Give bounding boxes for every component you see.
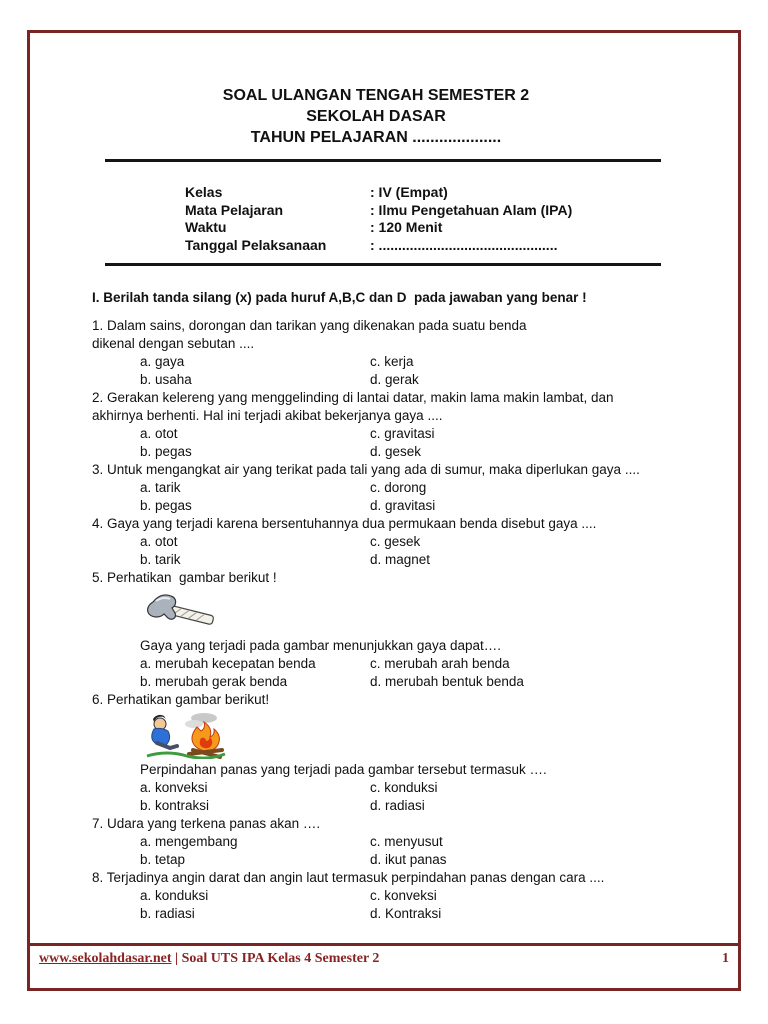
option-b: b. radiasi	[140, 906, 195, 921]
question-8	[92, 869, 660, 923]
footer-doc-title: Soal UTS IPA Kelas 4 Semester 2	[181, 951, 380, 966]
info-value: : 120 Menit	[370, 219, 443, 235]
question-text: 1. Dalam sains, dorongan dan tarikan yang dikenakan pada suatu benda	[92, 318, 527, 333]
footer-page-number: 1	[722, 951, 729, 966]
info-row-mata-pelajaran	[185, 202, 660, 220]
question-text: 8. Terjadinya angin darat dan angin laut termasuk perpindahan panas dengan cara ....	[92, 870, 605, 885]
question-options	[140, 833, 660, 869]
question-4	[92, 515, 660, 569]
boy-campfire-icon	[144, 711, 228, 759]
option-d: d. Kontraksi	[370, 906, 442, 921]
page-footer	[30, 943, 738, 988]
section-instruction: I. Berilah tanda silang (x) pada huruf A,B,C dan D pada jawaban yang benar !	[92, 290, 587, 305]
option-b: b. pegas	[140, 444, 192, 459]
question-6	[92, 691, 660, 815]
option-d: d. gesek	[370, 444, 422, 459]
option-b: b. kontraksi	[140, 798, 210, 813]
option-c: c. gesek	[370, 534, 421, 549]
question-options	[140, 655, 660, 691]
option-a: a. otot	[140, 426, 178, 441]
question-caption: Gaya yang terjadi pada gambar menunjukkan gaya dapat….	[140, 638, 501, 653]
question-text: dikenal dengan sebutan ....	[92, 336, 255, 351]
question-text: 2. Gerakan kelereng yang menggelinding di lantai datar, makin lama makin lambat, dan	[92, 390, 614, 405]
question-1	[92, 317, 660, 389]
question-options	[140, 479, 660, 515]
campfire-image	[144, 709, 660, 761]
hammer-icon	[144, 589, 218, 635]
question-options	[140, 353, 660, 389]
info-row-waktu	[185, 219, 660, 237]
info-label: Tanggal Pelaksanaan	[185, 236, 327, 253]
question-caption: Perpindahan panas yang terjadi pada gambar tersebut termasuk ….	[140, 762, 547, 777]
option-c: c. gravitasi	[370, 426, 435, 441]
question-5	[92, 569, 660, 691]
question-3	[92, 461, 660, 515]
question-7	[92, 815, 660, 869]
option-c: c. menyusut	[370, 834, 443, 849]
option-b: b. pegas	[140, 498, 192, 513]
exam-title-line3: TAHUN PELAJARAN ....................	[250, 129, 502, 146]
option-c: c. konveksi	[370, 888, 437, 903]
option-a: a. otot	[140, 534, 178, 549]
question-text: akhirnya berhenti. Hal ini terjadi akibat bekerjanya gaya ....	[92, 408, 443, 423]
exam-title-line1: SOAL ULANGAN TENGAH SEMESTER 2	[222, 87, 530, 104]
footer-site-link[interactable]: www.sekolahdasar.net	[39, 951, 172, 966]
option-d: d. ikut panas	[370, 852, 447, 867]
question-options	[140, 887, 660, 923]
question-options	[140, 779, 660, 815]
option-a: a. gaya	[140, 354, 185, 369]
info-label: Mata Pelajaran	[185, 201, 284, 218]
exam-title	[92, 85, 660, 148]
question-options	[140, 533, 660, 569]
option-a: a. konduksi	[140, 888, 209, 903]
info-label: Kelas	[185, 184, 223, 200]
footer-separator: |	[171, 951, 182, 966]
question-text: 3. Untuk mengangkat air yang terikat pada tali yang ada di sumur, maka diperlukan gaya ....	[92, 462, 640, 477]
option-b: b. usaha	[140, 372, 192, 387]
option-d: d. gravitasi	[370, 498, 436, 513]
question-2	[92, 389, 660, 461]
option-a: a. konveksi	[140, 780, 208, 795]
info-value: : IV (Empat)	[370, 184, 448, 200]
question-list	[92, 317, 660, 923]
question-text: 7. Udara yang terkena panas akan ….	[92, 816, 321, 831]
option-c: c. konduksi	[370, 780, 438, 795]
option-d: d. magnet	[370, 552, 431, 567]
divider-bottom	[105, 263, 661, 266]
question-text: 5. Perhatikan gambar berikut !	[92, 570, 277, 585]
info-value: : ..............................................	[370, 236, 558, 253]
option-a: a. merubah kecepatan benda	[140, 656, 316, 671]
page-border	[27, 30, 741, 991]
hammer-image	[144, 587, 660, 637]
option-d: d. gerak	[370, 372, 419, 387]
option-d: d. merubah bentuk benda	[370, 674, 524, 689]
question-text: 6. Perhatikan gambar berikut!	[92, 692, 270, 707]
option-c: c. kerja	[370, 354, 414, 369]
option-a: a. tarik	[140, 480, 181, 495]
option-c: c. merubah arah benda	[370, 656, 510, 671]
exam-page-content	[92, 85, 660, 923]
question-text: 4. Gaya yang terjadi karena bersentuhannya dua permukaan benda disebut gaya ....	[92, 516, 597, 531]
divider-top	[105, 159, 661, 162]
option-b: b. tetap	[140, 852, 186, 867]
option-b: b. tarik	[140, 552, 181, 567]
option-a: a. mengembang	[140, 834, 238, 849]
option-b: b. merubah gerak benda	[140, 674, 288, 689]
question-options	[140, 425, 660, 461]
info-label: Waktu	[185, 219, 227, 235]
info-value: : Ilmu Pengetahuan Alam (IPA)	[370, 201, 573, 218]
option-d: d. radiasi	[370, 798, 425, 813]
info-row-tanggal	[185, 237, 660, 255]
exam-title-line2: SEKOLAH DASAR	[306, 108, 446, 125]
option-c: c. dorong	[370, 480, 427, 495]
info-row-kelas	[185, 184, 660, 202]
exam-info-block	[185, 184, 660, 254]
footer-left	[39, 951, 379, 967]
